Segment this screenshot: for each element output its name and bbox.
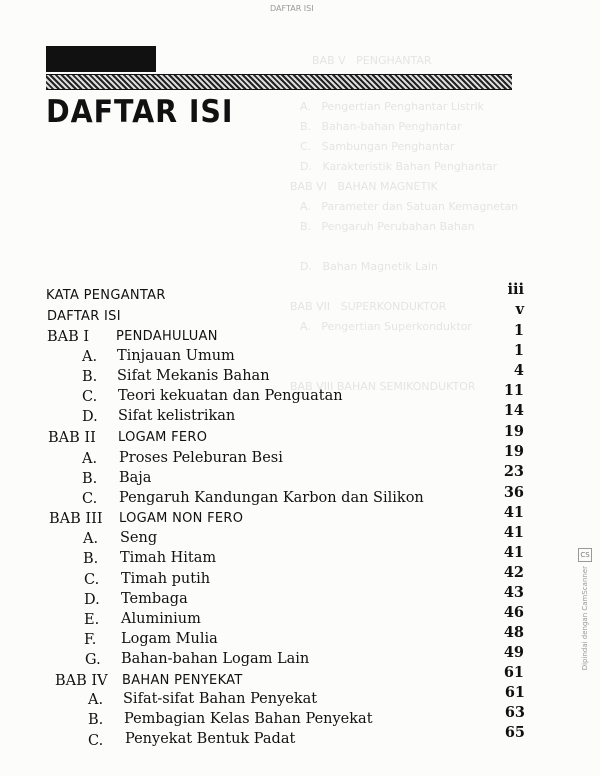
toc-page: 48 — [503, 624, 524, 641]
toc-label: BAHAN PENYEKAT — [122, 673, 243, 688]
toc-label: Timah putih — [121, 571, 211, 587]
toc-page: 23 — [503, 463, 524, 480]
toc-label: Teori kekuatan dan Penguatan — [118, 388, 343, 404]
toc-page: 63 — [504, 704, 525, 721]
toc-page: 19 — [503, 443, 524, 460]
toc-item-letter: G. — [85, 652, 101, 668]
running-header: DAFTAR ISI — [270, 4, 314, 13]
toc-page: 19 — [503, 423, 524, 440]
toc-label: Sifat Mekanis Bahan — [117, 368, 270, 384]
toc-item-letter: D. — [82, 409, 98, 425]
toc-page: 41 — [503, 544, 524, 561]
toc-item-letter: C. — [88, 733, 104, 749]
toc-page: 46 — [503, 604, 524, 621]
toc-label: Tembaga — [121, 591, 188, 607]
toc-page: 1 — [513, 322, 524, 339]
toc-item-letter: B. — [82, 471, 98, 487]
page-title: DAFTAR ISI — [46, 94, 234, 130]
toc-label: DAFTAR ISI — [47, 309, 121, 324]
toc-item-letter: A. — [82, 451, 98, 467]
toc-page: 61 — [504, 684, 525, 701]
toc-label: Pembagian Kelas Bahan Penyekat — [124, 711, 373, 727]
toc-label: Proses Peleburan Besi — [119, 450, 283, 466]
scanner-watermark — [578, 548, 592, 768]
toc-label: Sifat-sifat Bahan Penyekat — [123, 691, 318, 707]
toc-page: 41 — [503, 524, 524, 541]
toc-item-letter: C. — [82, 389, 98, 405]
toc-item-letter: B. — [82, 369, 98, 385]
toc-label: Seng — [120, 530, 158, 546]
toc-label: PENDAHULUAN — [116, 329, 218, 344]
watermark-text: Dipindai dengan CamScanner — [581, 566, 589, 671]
toc-item-letter: B. — [88, 712, 104, 728]
toc-item-letter: A. — [88, 692, 104, 708]
toc-item-letter: A. — [83, 531, 99, 547]
toc-page: 41 — [503, 504, 524, 521]
toc-label: Aluminium — [121, 611, 201, 627]
toc-label: Logam Mulia — [121, 631, 218, 647]
toc-item-letter: B. — [83, 551, 99, 567]
toc-label: Pengaruh Kandungan Karbon dan Silikon — [119, 490, 424, 506]
toc-page: 36 — [503, 484, 524, 501]
toc-label: Penyekat Bentuk Padat — [125, 731, 296, 747]
toc-item-letter: C. — [82, 491, 98, 507]
toc-page: 42 — [503, 564, 524, 581]
toc-page: 11 — [503, 382, 524, 399]
toc-item-letter: D. — [84, 592, 100, 608]
toc-page: v — [515, 301, 524, 318]
toc-label: KATA PENGANTAR — [46, 288, 166, 303]
document-page: DAFTAR ISI BAB V PENGHANTAR A. Pengertian Penghantar Listrik B. Bahan-bahan Penghantar C. Sambungan Penghantar D. Karakteristik Bahan Penghantar BAB VI BAHAN MAGNETIK A. Parameter dan Satuan Kemagnetan B. Pengaruh Perubahan Bahan D. Bahan Magnetik Lain BAB VII SUPERKONDUKTOR A. Pengertian Superkonduktor BAB VIII BAHAN SEMIKONDUKTOR DAFTAR ISI KATA PENGANTAR iii DAFTAR ISI v BAB I PENDAHULUAN 1 A. Tinjauan Umum 1 B. Sifat Mekanis Bahan 4 C. Teori kekuatan dan Penguatan 11 D. Sifat kelistrikan 14 BAB II LOGAM FERO 19 A. Proses Peleburan Besi 19 B. Baja 23 C. Pengaruh Kandungan Karbon dan Silikon 36 BAB III LOGAM NON FERO 41 A. Seng 41 B. Timah Hitam 41 C. Timah putih 42 D. Tembaga 43 E. Aluminium 46 F. Logam Mulia 48 G. Bahan-bahan Logam Lain 49 BAB IV BAHAN PENYEKAT 61 A. Sifat-sifat Bahan Penyekat 61 B. Pembagian Kelas Bahan Penyekat 63 C. Penyekat Bentuk Padat 65 CS Dipindai dengan CamScanner — [0, 0, 600, 776]
toc-label: Bahan-bahan Logam Lain — [121, 651, 310, 667]
toc-page: 4 — [513, 362, 524, 379]
toc-item-letter: A. — [82, 349, 98, 365]
toc-chapter-number: BAB IV — [55, 673, 108, 689]
toc-page: 65 — [504, 724, 525, 741]
toc-label: LOGAM FERO — [118, 430, 208, 445]
toc-chapter-number: BAB III — [49, 511, 103, 527]
toc-label: Tinjauan Umum — [117, 348, 235, 364]
toc-item-letter: F. — [84, 632, 97, 648]
toc-chapter-number: BAB II — [48, 430, 96, 446]
toc-label: Sifat kelistrikan — [118, 408, 236, 424]
toc-page: iii — [507, 281, 524, 298]
toc-page: 61 — [503, 664, 524, 681]
toc-label: Baja — [119, 470, 152, 486]
toc-item-letter: C. — [84, 572, 100, 588]
camscanner-logo-icon: CS — [578, 548, 592, 562]
toc-label: LOGAM NON FERO — [119, 511, 244, 526]
toc-page: 49 — [503, 644, 524, 661]
toc-page: 1 — [513, 342, 524, 359]
toc-page: 14 — [503, 402, 524, 419]
toc-item-letter: E. — [84, 612, 100, 628]
toc-chapter-number: BAB I — [47, 329, 90, 345]
toc-label: Timah Hitam — [120, 550, 217, 566]
toc-page: 43 — [503, 584, 524, 601]
